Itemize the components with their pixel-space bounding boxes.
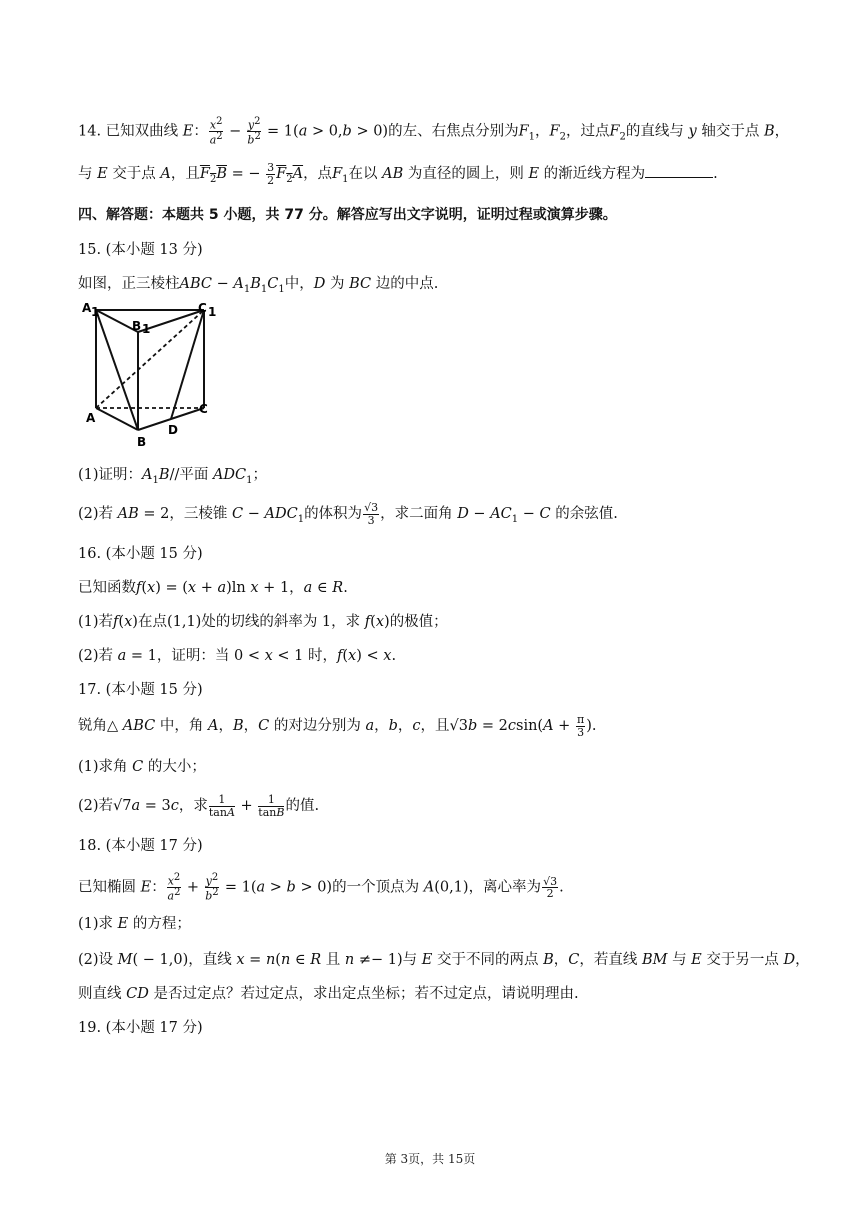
label-B1: B (132, 319, 142, 333)
q17-part-1: (1)求角 C 的大小； (78, 759, 206, 775)
svg-text:1: 1 (142, 322, 151, 336)
label-A1: A (82, 301, 92, 315)
label-B: B (137, 435, 147, 448)
q17-part-2: (2)若√7a = 3c，求 $\frac{1}{\tan A}$ + $\frac{1}{\tan B}$ 的值. (78, 793, 320, 819)
q14-line-2: 与 E 交于点 A，且$F_2B$ = − $\frac{3}{2}$ $F_2A$，点$F_1$在以 AB 为直径的圆上，则 E 的渐近线方程为 . (78, 161, 718, 187)
q18-intro: 已知椭圆 E： $\frac{x^2}{a^2}$ + $\frac{y^2}{b^2}$ = 1(a > b > 0)的一个顶点为 A(0,1)，离心率为 $\frac{√3}{2}$ . (78, 872, 564, 903)
q18-heading: 18. (本小题 17 分) (78, 838, 203, 854)
q17-heading: 17. (本小题 15 分) (78, 682, 203, 698)
q16-intro: 已知函数f(x) = (x + a)ln x + 1，a ∈ R. (78, 580, 348, 596)
q18-part-2: (2)设 M( − 1,0)，直线 x = n(n ∈ R 且 n ≠− 1)与 E 交于不同的两点 B，C，若直线 BM 与 E 交于另一点 D， (78, 952, 810, 968)
label-C: C (199, 402, 208, 416)
page-footer: 第 3页，共 15页 (384, 1152, 476, 1166)
q16-part-1: (1)若f(x)在点(1,1)处的切线的斜率为 1，求 f(x)的极值； (78, 614, 448, 630)
q18-part-1: (1)求 E 的方程； (78, 916, 191, 932)
answer-blank (645, 167, 713, 178)
label-C1: C (198, 301, 207, 315)
q19-heading: 19. (本小题 17 分) (78, 1020, 203, 1036)
section-4-heading: 四、解答题：本题共 5 小题，共 77 分。解答应写出文字说明，证明过程或演算步骤。 (78, 207, 617, 223)
label-D: D (168, 423, 178, 437)
prism-figure (80, 298, 220, 448)
q15-heading: 15. (本小题 13 分) (78, 242, 203, 258)
q15-part-1: (1)证明：$A_1B//$平面 $ADC_1$； (78, 467, 268, 486)
svg-text:1: 1 (208, 305, 217, 319)
q15-part-2: (2)若 AB = 2，三棱锥 $C - ADC_1$的体积为 $\frac{√3}{3}$ ，求二面角 $D - AC_1 - C$ 的余弦值. (78, 501, 618, 527)
label-A: A (86, 411, 96, 425)
q16-part-2: (2)若 a = 1，证明：当 0 < x < 1 时，f(x) < x. (78, 648, 397, 664)
q15-intro: 如图，正三棱柱ABC − $A_1B_1C_1$中，D 为 BC 边的中点. (78, 276, 439, 295)
q14-line-1: 14. 已知双曲线 E： $\frac{x^2}{a^2}$ − $\frac{y^2}{b^2}$ = 1(a > 0,b > 0)的左、右焦点分别为$F_1$，$F_2$，过点$F_2$的直线与 y 轴交于点 B， (78, 116, 790, 147)
q16-heading: 16. (本小题 15 分) (78, 546, 203, 562)
svg-text:1: 1 (91, 305, 100, 319)
q18-part-2-cont: 则直线 CD 是否过定点？若过定点，求出定点坐标；若不过定点，请说明理由. (78, 986, 579, 1002)
q17-intro: 锐角△ ABC 中，角 A，B，C 的对边分别为 a，b，c，且√3b = 2csin(A + $\frac{\pi}{3}$ ). (78, 713, 597, 739)
